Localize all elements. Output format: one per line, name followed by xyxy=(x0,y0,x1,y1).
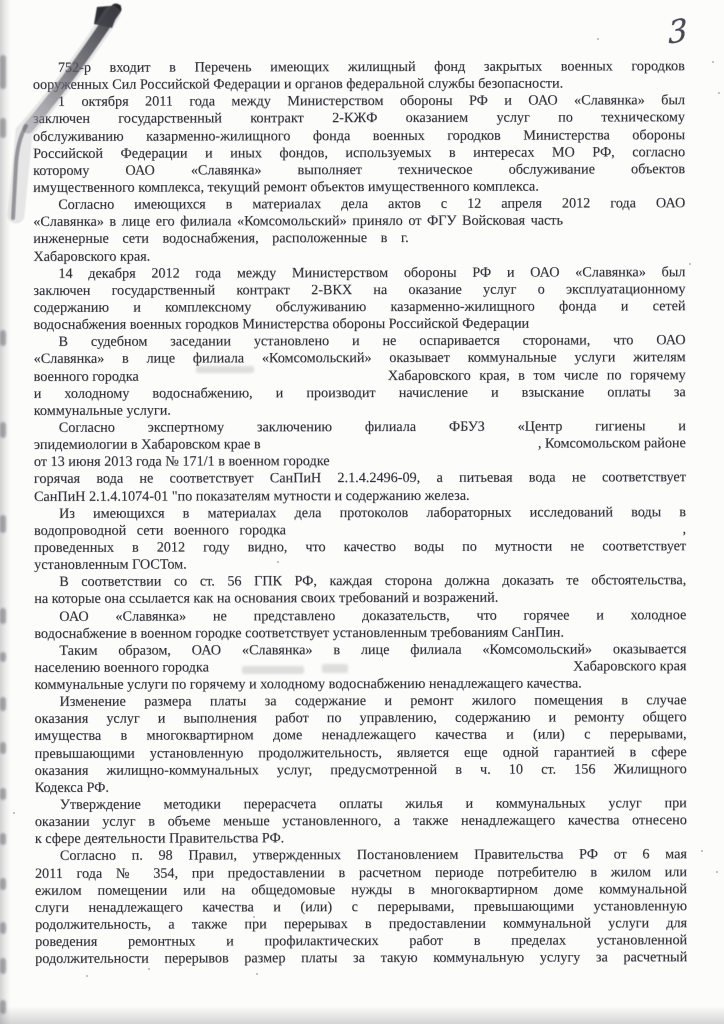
pen-streak-artifact xyxy=(0,0,160,240)
text-line: водопроводной сети военного городка , xyxy=(34,520,687,539)
text-line: заключен государственный контракт 2-КЖФ оказанием услуг по техническому xyxy=(32,109,685,128)
paper-speck xyxy=(86,975,88,977)
text-line: 1 октября 2011 года между Министерством обороны РФ и ОАО «Славянка» был xyxy=(57,92,685,111)
redaction-ghost xyxy=(196,366,254,373)
text-line: инженерные сети водоснабжения, расположенные в г. xyxy=(33,230,409,248)
paper-speck xyxy=(701,850,703,852)
text-line: заключен государственный контракт 2-ВКХ на оказание услуг о эксплуатационному xyxy=(33,280,686,299)
streak-halo xyxy=(16,14,112,215)
paper-speck xyxy=(689,263,691,265)
text-line: установленным ГОСТом. xyxy=(34,556,187,573)
text-line: имущественного комплекса, текущий ремонт объектов имущественного комплекса. xyxy=(33,178,539,196)
edge-smudge xyxy=(0,958,6,974)
text-line: и холодному водоснабжению, и производит начисление и взыскание оплаты за xyxy=(33,383,686,402)
paper-speck xyxy=(712,61,714,63)
paper-speck xyxy=(597,38,599,40)
text-line: Кодекса РФ. xyxy=(34,779,109,796)
paper-speck xyxy=(253,916,255,918)
page-number: 3 xyxy=(667,12,689,52)
text-line: водоснабжения военных городков Министерства обороны Российской Федерации xyxy=(33,315,530,333)
text-line: слуги ненадлежащего качества и (или) с перерывами, превышающими установленную xyxy=(35,898,688,916)
text-line: 2011 года № 354, при предоставлении в расчетном периоде потребителю в жилом или xyxy=(34,863,687,882)
text-line: на которые она ссылается как на основания своих требований и возражений. xyxy=(34,589,499,608)
text-line: горячая вода не соответствует СанПиН 2.1.4.2496-09, а питьевая вода не соответствует xyxy=(33,469,686,488)
paper-speck xyxy=(716,871,718,873)
paper-speck xyxy=(718,92,720,94)
edge-smudge xyxy=(0,608,6,624)
text-line: оказания жилищно-коммунальных услуг, предусмотренной в ч. 10 ст. 156 Жилищного xyxy=(34,760,687,779)
text-line: эпидемиологии в Хабаровском крае в , Комсомольском районе xyxy=(33,435,686,453)
text-line: СанПиН 2.1.4.1074-01 "по показателям мутности и содержанию железа. xyxy=(33,487,470,505)
text-line: Согласно имеющихся в материалах дела актов с 12 апреля 2012 года ОАО xyxy=(58,195,686,213)
text-line: родолжительности перерывов размер платы за такую коммунальную услугу за расчетный xyxy=(35,949,688,968)
text-line: 752-р входит в Перечень имеющих жилищный фонд закрытых военных городков xyxy=(57,58,685,76)
text-line: от 13 июня 2013 года № 171/1 в военном городке xyxy=(33,453,330,471)
text-line: Таким образом, ОАО «Славянка» в лице филиала «Комсомольский» оказывается xyxy=(59,640,687,659)
text-line: проведенных в 2012 году видно, что качество воды по мутности не соответствует xyxy=(34,538,687,556)
text-line: коммунальные услуги по горячему и холодному водоснабжению ненадлежащего качества. xyxy=(34,675,582,693)
bottom-edge-shadow xyxy=(0,1006,724,1024)
text-line: обслуживанию казарменно-жилищного фонда военных городков Министерства обороны xyxy=(32,126,686,145)
edge-smudge xyxy=(0,878,6,890)
text-line: содержанию и комплексному обслуживанию казарменно-жилищного фонда и сетей xyxy=(33,298,686,316)
redaction-ghost xyxy=(242,666,304,674)
text-line: которому ОАО «Славянка» выполняет техническое обслуживание объектов xyxy=(33,160,686,179)
paper-speck xyxy=(256,973,258,975)
text-line: оказании услуг в объеме меньше установленного, а также ненадлежащего качества отнесено xyxy=(34,812,687,831)
edge-smudge xyxy=(0,742,6,754)
text-line: населению военного городка Хабаровского края xyxy=(34,658,687,676)
text-line: имущества в многоквартирном доме ненадлежащего качества и (или) с перерывами, xyxy=(34,726,687,745)
edge-smudge xyxy=(0,1000,6,1014)
text-line: Согласно п. 98 Правил, утвержденных Постановлением Правительства РФ от 6 мая xyxy=(59,846,687,865)
edge-smudge xyxy=(0,330,6,346)
text-line: Российской Федерации и иных фондов, используемых в интересах МО РФ, согласно xyxy=(33,143,686,162)
text-line: «Славянка» в лице его филиала «Комсомольский» приняло от ФГУ Войсковая часть xyxy=(33,212,563,231)
text-line: ежилом помещении или на общедомовые нужды в многоквартирном доме коммунальной xyxy=(34,880,688,899)
text-line: Изменение размера платы за содержание и ремонт жилого помещения в случае xyxy=(59,692,687,710)
edge-smudge xyxy=(0,922,6,934)
text-line: коммунальные услуги. xyxy=(33,402,171,419)
paper-speck xyxy=(148,968,150,970)
edge-smudge xyxy=(0,515,6,533)
text-line: водоснабжение в военном городке соответствует установленным требованиям СанПин. xyxy=(34,624,564,642)
text-line: «Славянка» в лице филиала «Комсомольский» оказывает коммунальные услуги жителям xyxy=(33,349,686,368)
paper-speck xyxy=(520,906,522,908)
text-line: ооруженных Сил Российской Федерации и органов федеральной службы безопасности. xyxy=(32,75,564,93)
edge-smudge xyxy=(0,788,6,800)
edge-smudge xyxy=(0,652,6,662)
text-line: В соответствии со ст. 56 ГПК РФ, каждая сторона должна доказать те обстоятельства, xyxy=(59,572,687,591)
text-line: 14 декабря 2012 года между Министерством обороны РФ и ОАО «Славянка» был xyxy=(58,263,686,282)
text-line: роведения ремонтных и профилактических работ в пределах установленной xyxy=(35,932,688,951)
text-line: Хабаровского края. xyxy=(33,248,151,265)
paper-speck xyxy=(13,812,15,814)
edge-smudge xyxy=(0,833,6,845)
text-line: Из имеющихся в материалах дела протоколов лабораторных исследований воды в xyxy=(58,503,687,522)
text-line: В судебном заседании установлено и не оспаривается сторонами, что ОАО xyxy=(58,332,686,351)
edge-smudge xyxy=(0,422,6,438)
redaction-ghost xyxy=(322,664,348,673)
text-line: ОАО «Славянка» не представлено доказательств, что горячее и холодное xyxy=(59,606,687,625)
text-line: военного городка Хабаровского края, в том числе по горячему xyxy=(33,366,686,385)
text-line: превышающими установленную продолжительность, является еще одной гарантией в сфере xyxy=(34,743,687,762)
paper-speck xyxy=(277,561,279,563)
text-line: Согласно экспертному заключению филиала ФБУЗ «Центр гигиены и xyxy=(58,418,686,436)
text-line: Утверждение методики перерасчета оплаты жилья и коммунальных услуг при xyxy=(59,795,687,813)
text-line: к сфере деятельности Правительства РФ. xyxy=(34,830,285,848)
text-line: оказания услуг и выполнения работ по управлению, содержанию и ремонту общего xyxy=(34,709,687,728)
edge-smudge xyxy=(0,697,6,711)
text-line: родолжительность, а также при перерывах в предоставлении коммунальной услуги для xyxy=(35,915,688,933)
